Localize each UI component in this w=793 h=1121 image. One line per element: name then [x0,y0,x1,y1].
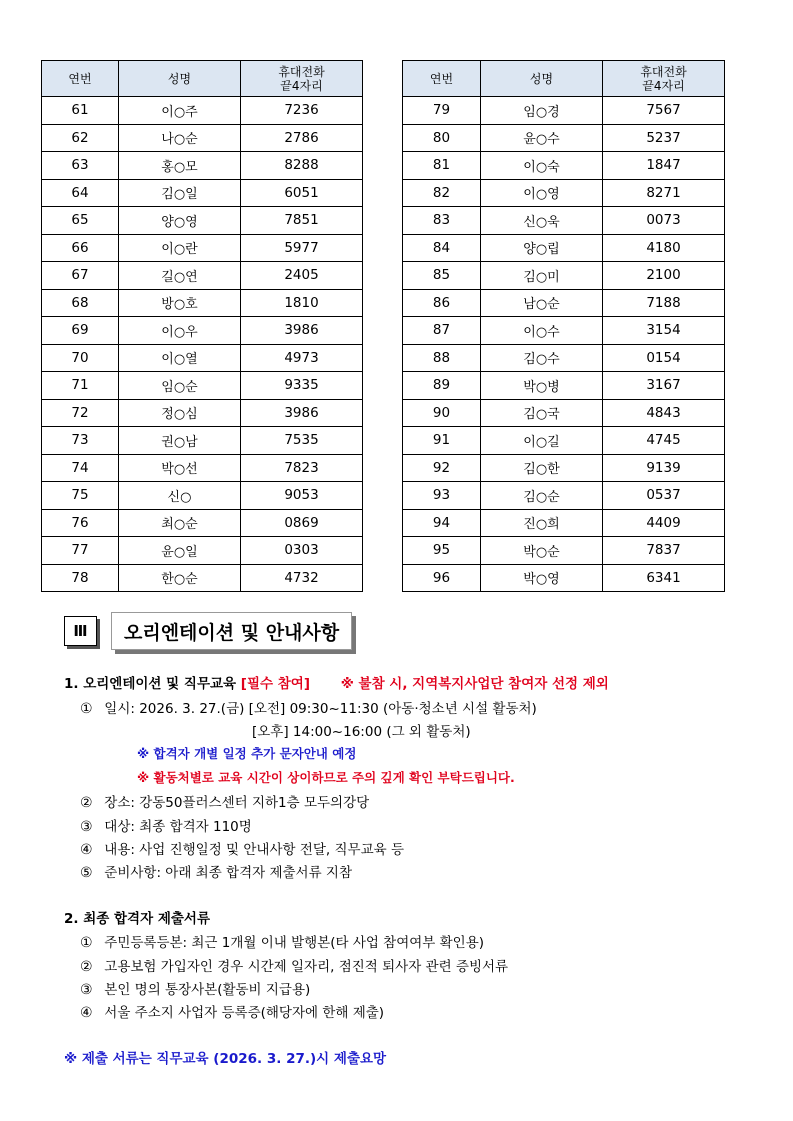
table-row [403,564,725,592]
header-num: 연번 [403,61,481,97]
section-title: 오리엔테이션 및 안내사항 [111,612,352,650]
table-row [42,289,363,317]
list-item: ② 고용보험 가입자인 경우 시간제 일자리, 점진적 퇴사자 관련 증빙서류 [80,959,509,975]
row-phone: 8288 [241,152,363,180]
row-number: 71 [42,372,119,400]
row-name: 윤○수 [481,124,603,152]
row-name: 임○순 [119,372,241,400]
row-number: 91 [403,427,481,455]
row-name: 김○국 [481,399,603,427]
table-row [403,317,725,345]
row-name: 신○ [119,482,241,510]
row-phone: 9335 [241,372,363,400]
row-name: 길○연 [119,262,241,290]
row-number: 80 [403,124,481,152]
row-number: 86 [403,289,481,317]
table-row [42,372,363,400]
row-name: 권○남 [119,427,241,455]
participants-table-left [41,60,363,592]
table-row [42,207,363,235]
header-phone: 휴대전화 끝4자리 [241,61,363,97]
table-row [42,317,363,345]
row-name: 양○립 [481,234,603,262]
row-name: 남○순 [481,289,603,317]
list-item: ② 장소: 강동50플러스센터 지하1층 모두의강당 [80,795,370,811]
table-row [403,454,725,482]
table-row [42,152,363,180]
row-phone: 0154 [603,344,725,372]
table-row [42,537,363,565]
row-phone: 7851 [241,207,363,235]
row-name: 박○순 [481,537,603,565]
table-row [403,97,725,125]
row-phone: 7823 [241,454,363,482]
row-phone: 2786 [241,124,363,152]
row-phone: 4843 [603,399,725,427]
row-number: 82 [403,179,481,207]
row-number: 66 [42,234,119,262]
row-number: 88 [403,344,481,372]
table-row [42,482,363,510]
row-phone: 7535 [241,427,363,455]
list-item: ① 주민등록등본: 최근 1개월 이내 발행본(타 사업 참여여부 확인용) [80,935,485,951]
row-name: 김○수 [481,344,603,372]
row-number: 70 [42,344,119,372]
row-name: 이○숙 [481,152,603,180]
table-row [403,207,725,235]
table-row [403,262,725,290]
row-phone: 2405 [241,262,363,290]
table-row [403,234,725,262]
list-item: ③ 대상: 최종 합격자 110명 [80,819,252,835]
table-row [42,179,363,207]
row-name: 방○호 [119,289,241,317]
row-name: 이○우 [119,317,241,345]
table-row [42,509,363,537]
row-phone: 2100 [603,262,725,290]
participants-table-right [402,60,725,592]
row-phone: 4180 [603,234,725,262]
row-name: 김○미 [481,262,603,290]
table-row [403,372,725,400]
table-row [403,537,725,565]
row-phone: 1847 [603,152,725,180]
row-number: 96 [403,564,481,592]
row-phone: 0303 [241,537,363,565]
row-phone: 7236 [241,97,363,125]
table-row [403,124,725,152]
table-row [403,289,725,317]
table-header-row [403,61,725,97]
row-name: 한○순 [119,564,241,592]
item1-heading: 1. 오리엔테이션 및 직무교육 [64,676,237,692]
row-name: 박○선 [119,454,241,482]
row-name: 최○순 [119,509,241,537]
row-phone: 0073 [603,207,725,235]
row-number: 94 [403,509,481,537]
table-row [42,427,363,455]
list-item: ⑤ 준비사항: 아래 최종 합격자 제출서류 지참 [80,865,352,881]
table-row [42,399,363,427]
row-number: 79 [403,97,481,125]
header-name: 성명 [119,61,241,97]
row-phone: 3986 [241,317,363,345]
table-row [42,564,363,592]
table-row [42,97,363,125]
section-number: Ⅲ [64,616,97,646]
row-number: 84 [403,234,481,262]
list-item: ③ 본인 명의 통장사본(활동비 지급용) [80,982,311,998]
table-header-row [42,61,363,97]
row-name: 김○순 [481,482,603,510]
row-number: 77 [42,537,119,565]
row-phone: 0869 [241,509,363,537]
row-name: 김○일 [119,179,241,207]
table-row [403,509,725,537]
row-phone: 5237 [603,124,725,152]
row-number: 74 [42,454,119,482]
row-phone: 4409 [603,509,725,537]
row-phone: 4745 [603,427,725,455]
row-phone: 1810 [241,289,363,317]
row-phone: 5977 [241,234,363,262]
header-name: 성명 [481,61,603,97]
table-row [403,482,725,510]
table-row [403,152,725,180]
row-name: 양○영 [119,207,241,235]
row-name: 이○주 [119,97,241,125]
row-name: 이○수 [481,317,603,345]
row-number: 93 [403,482,481,510]
row-name: 박○병 [481,372,603,400]
row-name: 이○란 [119,234,241,262]
row-name: 홍○모 [119,152,241,180]
row-phone: 7188 [603,289,725,317]
row-number: 75 [42,482,119,510]
row-number: 67 [42,262,119,290]
note-blue: ※ 합격자 개별 일정 추가 문자안내 예정 [137,746,357,761]
table-row [403,427,725,455]
row-name: 나○순 [119,124,241,152]
row-number: 95 [403,537,481,565]
item1-heading-line [64,672,609,692]
final-note: ※ 제출 서류는 직무교육 (2026. 3. 27.)시 제출요망 [64,1051,387,1067]
row-number: 72 [42,399,119,427]
row-number: 90 [403,399,481,427]
table-row [42,344,363,372]
row-name: 김○한 [481,454,603,482]
table-row [42,234,363,262]
row-number: 64 [42,179,119,207]
table-row [42,124,363,152]
item1-warning: ※ 불참 시, 지역복지사업단 참여자 선정 제외 [340,676,609,692]
row-name: 이○영 [481,179,603,207]
row-name: 임○경 [481,97,603,125]
row-phone: 3167 [603,372,725,400]
row-number: 69 [42,317,119,345]
row-number: 92 [403,454,481,482]
row-name: 정○심 [119,399,241,427]
table-row [403,179,725,207]
header-phone: 휴대전화 끝4자리 [603,61,725,97]
row-name: 이○열 [119,344,241,372]
row-number: 65 [42,207,119,235]
row-phone: 8271 [603,179,725,207]
row-name: 이○길 [481,427,603,455]
table-row [42,262,363,290]
row-number: 81 [403,152,481,180]
row-phone: 9053 [241,482,363,510]
row-name: 신○욱 [481,207,603,235]
row-number: 76 [42,509,119,537]
row-phone: 0537 [603,482,725,510]
row-name: 진○희 [481,509,603,537]
row-phone: 7837 [603,537,725,565]
item2-heading: 2. 최종 합격자 제출서류 [64,911,210,927]
row-phone: 3986 [241,399,363,427]
row-phone: 3154 [603,317,725,345]
list-item: ④ 내용: 사업 진행일정 및 안내사항 전달, 직무교육 등 [80,842,404,858]
item1-required: [필수 참여] [240,676,310,692]
row-phone: 7567 [603,97,725,125]
row-number: 62 [42,124,119,152]
row-number: 61 [42,97,119,125]
header-num: 연번 [42,61,119,97]
row-phone: 9139 [603,454,725,482]
table-row [42,454,363,482]
row-name: 윤○일 [119,537,241,565]
section-header [64,612,352,650]
note-red: ※ 활동처별로 교육 시간이 상이하므로 주의 깊게 확인 부탁드립니다. [137,770,515,785]
row-number: 68 [42,289,119,317]
row-phone: 4973 [241,344,363,372]
row-number: 89 [403,372,481,400]
row-number: 83 [403,207,481,235]
row-number: 73 [42,427,119,455]
row-phone: 4732 [241,564,363,592]
row-number: 87 [403,317,481,345]
row-number: 63 [42,152,119,180]
table-row [403,344,725,372]
list-item: ④ 서울 주소지 사업자 등록증(해당자에 한해 제출) [80,1005,385,1021]
row-name: 박○영 [481,564,603,592]
row-number: 85 [403,262,481,290]
list-item: ① 일시: 2026. 3. 27.(금) [오전] 09:30~11:30 (아동·청소년 시설 활동처) [80,701,537,717]
row-phone: 6341 [603,564,725,592]
row-phone: 6051 [241,179,363,207]
table-row [403,399,725,427]
list-item: [오후] 14:00~16:00 (그 외 활동처) [252,724,471,740]
row-number: 78 [42,564,119,592]
